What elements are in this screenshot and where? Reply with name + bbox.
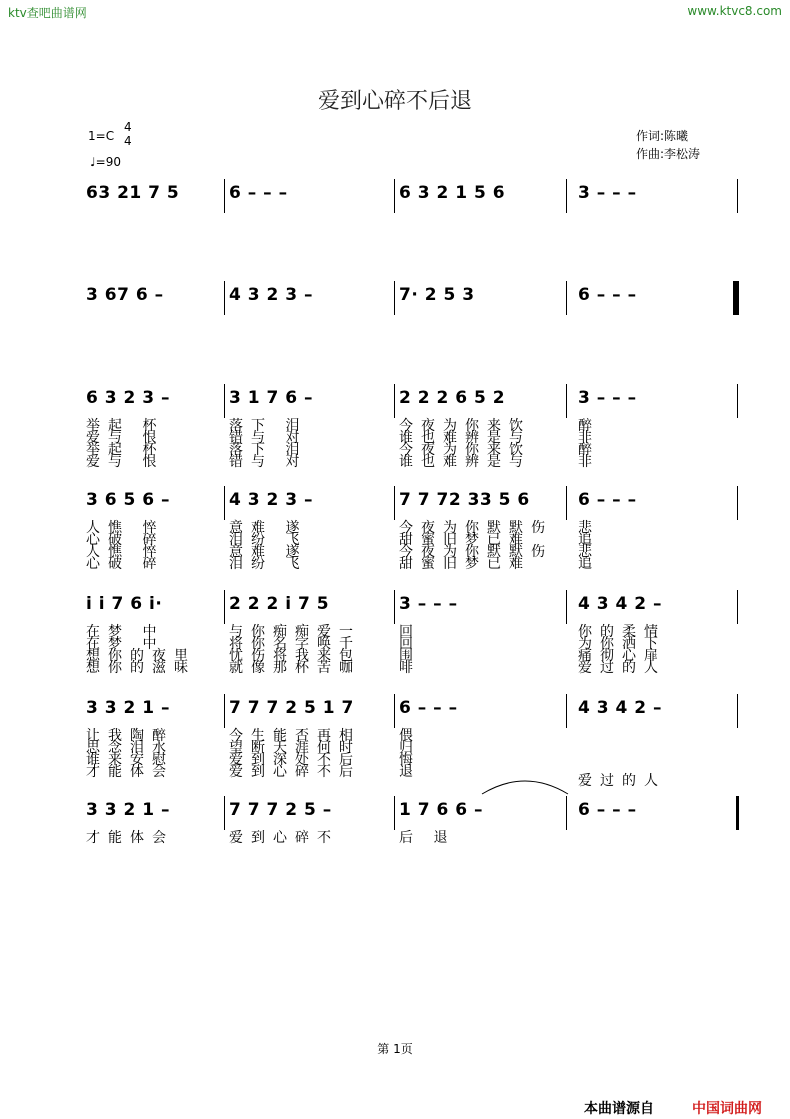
lyric-segment: 想你的夜里	[86, 648, 196, 664]
measure-notes: 3 3 2 1 –	[86, 698, 170, 718]
bar-line	[737, 694, 738, 728]
measure-notes: 6 3 2 1 5 6	[399, 183, 506, 203]
bar-line	[737, 486, 738, 520]
measure-notes: 3 – – –	[399, 594, 458, 614]
lyric-segment: 落下 泪	[229, 418, 308, 434]
lyric-segment: 为你洒下	[578, 636, 666, 652]
lyric-segment: 归	[399, 740, 421, 756]
lyric-segment: 心破 碎	[86, 532, 165, 548]
extra-lyric: 爱过的人	[578, 773, 666, 789]
bar-line	[224, 179, 225, 213]
measure-notes: 4 3 2 3 –	[229, 285, 313, 305]
lyric-segment: 爱过的人	[578, 660, 666, 676]
lyric-segment: 今夜为你默默伤	[399, 520, 553, 536]
measure-notes: 3 1 7 6 –	[229, 388, 313, 408]
measure-notes: 63 21 7 5	[86, 183, 180, 203]
lyric-segment: 落下 泪	[229, 442, 308, 458]
lyric-segment: 偎	[399, 728, 421, 744]
bar-line	[394, 486, 395, 520]
tempo-marking: ♩=90	[90, 155, 121, 169]
lyric-segment: 将你名字唤千	[229, 636, 361, 652]
lyric-segment: 悲	[578, 520, 600, 536]
lyric-segment: 追	[578, 556, 600, 572]
measure-notes: 7 7 72 33 5 6	[399, 490, 530, 510]
lyric-segment: 追	[578, 532, 600, 548]
lyric-segment: 非	[578, 454, 600, 470]
lyric-segment: 爱与 恨	[86, 454, 165, 470]
lyric-segment: 就像那杯苦咖	[229, 660, 361, 676]
lyric-segment: 今夜为你默默伤	[399, 544, 553, 560]
lyric-segment: 谁也难辨是与	[399, 430, 531, 446]
lyric-segment: 望断天涯何时	[229, 740, 361, 756]
time-signature	[124, 120, 132, 148]
bar-line	[566, 486, 567, 520]
measure-notes: 6 – – –	[229, 183, 288, 203]
bar-line	[224, 694, 225, 728]
lyric-segment: 围	[399, 648, 421, 664]
measure-notes: 2 2 2 i 7 5	[229, 594, 330, 614]
lyric-segment: 爱到深处不后	[229, 752, 361, 768]
lyric-segment: 举起 杯	[86, 442, 165, 458]
measure-notes: i i 7 6 i·	[86, 594, 163, 614]
measure-notes: 1 7 6 6 –	[399, 800, 483, 820]
bar-line	[737, 590, 738, 624]
lyric-segment: 悲	[578, 544, 600, 560]
bar-line	[566, 384, 567, 418]
measure-notes: 3 – – –	[578, 388, 637, 408]
lyric-segment: 非	[578, 430, 600, 446]
meter-top: 4	[124, 120, 132, 134]
measure-notes: 6 3 2 3 –	[86, 388, 170, 408]
lyric-segment: 错与 对	[229, 454, 308, 470]
composer-credit: 作曲:李松涛	[636, 147, 701, 161]
bar-line	[224, 796, 225, 830]
lyric-segment: 爱与 恨	[86, 430, 165, 446]
lyric-segment: 心破 碎	[86, 556, 165, 572]
measure-notes: 4 3 4 2 –	[578, 594, 662, 614]
lyric-segment: 爱到心碎不后	[229, 764, 361, 780]
bar-line	[394, 179, 395, 213]
lyric-segment: 啡	[399, 660, 421, 676]
lyricist-credit: 作词:陈曦	[636, 129, 689, 143]
final-bar	[736, 796, 739, 830]
lyric-segment: 让我陶醉	[86, 728, 174, 744]
lyric-segment: 回	[399, 624, 421, 640]
measure-notes: 2 2 2 6 5 2	[399, 388, 506, 408]
lyric-segment: 甜蜜旧梦已难	[399, 532, 531, 548]
lyric-segment: 今夜为你来饮	[399, 442, 531, 458]
measure-notes: 3 6 5 6 –	[86, 490, 170, 510]
slur-mark	[480, 776, 570, 796]
lyric-segment: 痛彻心扉	[578, 648, 666, 664]
lyric-segment: 才能体会	[86, 830, 174, 846]
lyric-segment: 今夜为你来饮	[399, 418, 531, 434]
bar-line	[737, 384, 738, 418]
measure-notes: 3 67 6 –	[86, 285, 164, 305]
bar-line	[394, 384, 395, 418]
lyric-segment: 泪纷 飞	[229, 556, 308, 572]
lyric-segment: 爱到心碎不	[229, 830, 339, 846]
source-site[interactable]: 中国词曲网	[692, 1101, 762, 1117]
bar-line	[394, 694, 395, 728]
measure-notes: 7 7 7 2 5 –	[229, 800, 332, 820]
bar-line	[224, 281, 225, 315]
measure-notes: 4 3 4 2 –	[578, 698, 662, 718]
bar-line	[224, 590, 225, 624]
lyric-segment: 在梦 中	[86, 636, 165, 652]
lyric-segment: 意难 遂	[229, 520, 308, 536]
lyric-segment: 悔	[399, 752, 421, 768]
lyric-segment: 泪纷 飞	[229, 532, 308, 548]
bar-line	[224, 384, 225, 418]
lyric-segment: 今生能否再相	[229, 728, 361, 744]
lyric-segment: 回	[399, 636, 421, 652]
measure-notes: 3 3 2 1 –	[86, 800, 170, 820]
measure-notes: 4 3 2 3 –	[229, 490, 313, 510]
lyric-segment: 人憔 悴	[86, 544, 165, 560]
meter-bottom: 4	[124, 134, 132, 148]
bar-line	[224, 486, 225, 520]
page-number: 第 1页	[377, 1042, 413, 1056]
site-url-right[interactable]: www.ktvc8.com	[687, 4, 782, 18]
lyric-segment: 你的柔情	[578, 624, 666, 640]
lyric-segment: 谁也难辨是与	[399, 454, 531, 470]
lyric-segment: 醉	[578, 418, 600, 434]
bar-line	[394, 590, 395, 624]
key-signature: 1=C	[88, 129, 115, 143]
lyric-segment: 人憔 悴	[86, 520, 165, 536]
lyric-segment: 错与 对	[229, 430, 308, 446]
bar-line	[566, 281, 567, 315]
lyric-segment: 谁来安慰	[86, 752, 174, 768]
measure-notes: 6 – – –	[399, 698, 458, 718]
measure-notes: 6 – – –	[578, 800, 637, 820]
lyric-segment: 后 退	[399, 830, 456, 846]
site-logo-left[interactable]: ktv查吧曲谱网	[8, 6, 87, 20]
lyric-segment: 在梦 中	[86, 624, 165, 640]
lyric-segment: 思念泪水	[86, 740, 174, 756]
lyric-segment: 退	[399, 764, 421, 780]
source-label: 本曲谱源自	[584, 1101, 654, 1117]
bar-line	[566, 796, 567, 830]
lyric-segment: 想你的滋味	[86, 660, 196, 676]
bar-line	[566, 694, 567, 728]
measure-notes: 6 – – –	[578, 285, 637, 305]
bar-line	[394, 796, 395, 830]
measure-notes: 3 – – –	[578, 183, 637, 203]
lyric-segment: 才能体会	[86, 764, 174, 780]
lyric-segment: 醉	[578, 442, 600, 458]
lyric-segment: 意难 遂	[229, 544, 308, 560]
repeat-bar	[733, 281, 736, 315]
measure-notes: 6 – – –	[578, 490, 637, 510]
song-title: 爱到心碎不后退	[317, 89, 472, 114]
measure-notes: 7· 2 5 3	[399, 285, 475, 305]
repeat-bar	[736, 281, 739, 315]
measure-notes: 7 7 7 2 5 1 7	[229, 698, 354, 718]
lyric-segment: 忧伤将我来包	[229, 648, 361, 664]
bar-line	[566, 590, 567, 624]
lyric-segment: 与你痴痴爱一	[229, 624, 361, 640]
bar-line	[737, 179, 738, 213]
bar-line	[394, 281, 395, 315]
lyric-segment: 举起 杯	[86, 418, 165, 434]
lyric-segment: 甜蜜旧梦已难	[399, 556, 531, 572]
bar-line	[566, 179, 567, 213]
